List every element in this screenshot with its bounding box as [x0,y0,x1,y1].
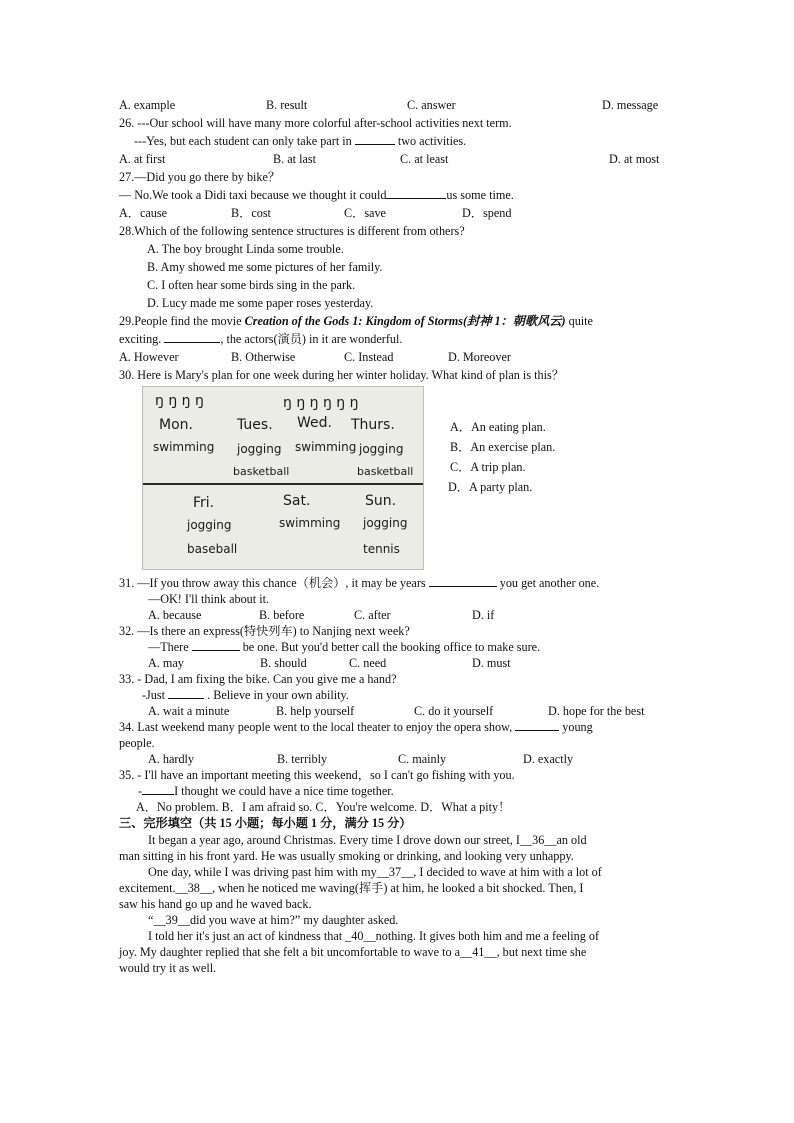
q32-option-d: D. must [472,656,511,670]
q28-question: 28.Which of the following sentence structures is different from others? [119,224,465,238]
q34-option-c: C. mainly [398,752,447,766]
passage-line: would try it as well. [119,961,217,975]
q32-option-b: B. should [260,656,307,670]
q29-text-d: , the actors(演员) in it are wonderful. [220,332,403,346]
passage-line: I told her it's just an act of kindness that _40__nothing. It gives both him and me a feeling of [148,929,600,943]
q26-option-a: A. at first [119,152,166,166]
q29-text-a: 29.People find the movie [119,314,242,328]
thurs-activity-2: basketball [357,465,414,478]
q32-option-a: A. may [148,656,184,670]
q27-option-d: D．spend [462,206,512,220]
q32-question: 32. —Is there an express(特快列车) to Nanjing next week? [119,624,410,638]
q26-option-b: B. at last [273,152,316,166]
answer-blank [142,783,174,795]
q26-answer-line [134,133,466,149]
day-sun: Sun. [365,493,397,509]
q31-option-d: D. if [472,608,495,622]
q34-text-a: 34. Last weekend many people went to the local theater to enjoy the opera show, [119,720,513,734]
answer-blank [515,719,559,731]
answer-blank [164,331,220,343]
q32-reply [148,639,540,655]
q26-option-c: C. at least [400,152,449,166]
weekly-plan-photo [142,386,424,570]
q31-option-b: B. before [259,608,305,622]
q31-option-a: A. because [148,608,202,622]
q34-option-a: A. hardly [148,752,195,766]
q34-option-d: D. exactly [523,752,574,766]
mon-activity: swimming [153,440,215,454]
q35-question: 35. - I'll have an important meeting this weekend，so I can't go fishing with you. [119,768,515,782]
q28-option-b: B. Amy showed me some pictures of her family. [147,260,383,274]
passage-line: excitement.__38__, when he noticed me waving(挥手) at him, he looked a bit shocked. Then, I [119,881,584,895]
q25-option-c: C. answer [407,98,456,112]
q27-answer-text-a: — No.We took a Didi taxi because we thought it could [119,188,387,202]
q30-option-d: D．A party plan. [448,480,533,494]
q25-option-b: B. result [266,98,308,112]
q31-question [119,575,599,591]
q30-option-a: A．An eating plan. [450,420,546,434]
answer-blank [168,687,204,699]
weekly-plan-drawing [143,387,423,569]
q31-option-c: C. after [354,608,391,622]
q29-question [119,313,593,329]
q31-reply: —OK! I'll think about it. [148,592,270,606]
q35-text-b: I thought we could have a nice time together. [174,784,394,798]
q35-text-a: - [138,784,143,798]
q29-option-d: D. Moreover [448,350,511,364]
passage-line: One day, while I was driving past him with my__37__, I decided to wave at him with a lot of [148,865,602,879]
q28-option-c: C. I often hear some birds sing in the park. [147,278,356,292]
day-thurs: Thurs. [351,417,395,433]
day-wed: Wed. [297,415,332,431]
fri-activity: jogging [187,518,232,532]
q33-reply [142,687,349,703]
answer-blank [355,133,395,145]
answer-blank [386,187,446,199]
q33-text-a: -Just [142,688,166,702]
q35-options: A．No problem. B．I am afraid so. C．You're welcome. D．What a pity！ [136,800,511,814]
q34-text-b: young [562,720,593,734]
q26-option-d: D. at most [609,152,660,166]
wed-activity: swimming [295,440,357,454]
q30-question: 30. Here is Mary's plan for one week during her winter holiday. What kind of plan is this？ [119,368,564,382]
tally-marks-right: ŋ ŋ ŋ ŋ ŋ ŋ [283,395,359,411]
q32-text-b: be one. But you'd better call the booking office to make sure. [242,640,541,654]
section-heading: 三、完形填空（共 15 小题；每小题 1 分，满分 15 分） [119,816,412,830]
thurs-activity: jogging [359,442,404,456]
answer-blank [429,575,497,587]
q27-option-b: B．cost [231,206,271,220]
day-mon: Mon. [159,417,193,433]
q34-question-line2: people. [119,736,155,750]
passage-line: It began a year ago, around Christmas. Every time I drove down our street, I__36__an old [148,833,587,847]
fri-activity-2: baseball [187,542,238,556]
q32-text-a: —There [148,640,189,654]
q35-reply [138,783,394,799]
q27-answer-line [119,187,514,203]
sun-activity-2: tennis [363,542,400,556]
passage-line: “__39__did you wave at him?” my daughter asked. [148,913,399,927]
q29-option-c: C. Instead [344,350,394,364]
q26-answer-text-a: ---Yes, but each student can only take part in [134,134,352,148]
q27-question: 27.—Did you go there by bike？ [119,170,281,184]
q29-text-c: exciting. [119,332,162,346]
q33-question: 33. - Dad, I am fixing the bike. Can you give me a hand? [119,672,397,686]
q28-option-d: D. Lucy made me some paper roses yesterday. [147,296,374,310]
q26-question: 26. ---Our school will have many more colorful after-school activities next term. [119,116,512,130]
passage-line: man sitting in his front yard. He was usually smoking or drinking, and looking very unhappy. [119,849,574,863]
day-fri: Fri. [193,495,215,511]
q27-answer-text-b: us some time. [446,188,514,202]
q29-text-b: quite [568,314,593,328]
q30-option-b: B．An exercise plan. [450,440,556,454]
tues-activity: jogging [237,442,282,456]
passage-line: saw his hand go up and he waved back. [119,897,312,911]
q34-option-b: B. terribly [277,752,328,766]
movie-title: Creation of the Gods 1: Kingdom of Storms(封神 1：朝歌风云) [244,314,566,328]
q27-option-c: C．save [344,206,386,220]
q32-option-c: C. need [349,656,387,670]
sat-activity: swimming [279,516,341,530]
q31-text-a: 31. —If you throw away this chance（机会）, it may be years [119,576,426,590]
q30-option-c: C．A trip plan. [450,460,526,474]
q33-text-b: . Believe in your own ability. [207,688,349,702]
sun-activity: jogging [363,516,408,530]
q33-option-c: C. do it yourself [414,704,494,718]
tally-marks-left: ŋ ŋ ŋ ŋ [155,393,204,409]
q25-option-d: D. message [602,98,659,112]
q29-option-a: A. However [119,350,179,364]
q26-answer-text-b: two activities. [397,134,467,148]
q33-option-d: D. hope for the best [548,704,645,718]
q25-option-a: A. example [119,98,176,112]
q34-question [119,719,593,735]
q31-text-b: you get another one. [499,576,600,590]
tues-activity-2: basketball [233,465,290,478]
answer-blank [192,639,240,651]
q27-option-a: A．cause [119,206,168,220]
q29-option-b: B. Otherwise [231,350,296,364]
day-sat: Sat. [283,493,311,509]
day-tues: Tues. [237,417,273,433]
q33-option-a: A. wait a minute [148,704,230,718]
q28-option-a: A. The boy brought Linda some trouble. [147,242,344,256]
passage-line: joy. My daughter replied that she felt a bit uncomfortable to wave to a__41__, but next time she [119,945,587,959]
q33-option-b: B. help yourself [276,704,355,718]
q29-question-line2 [119,331,402,347]
